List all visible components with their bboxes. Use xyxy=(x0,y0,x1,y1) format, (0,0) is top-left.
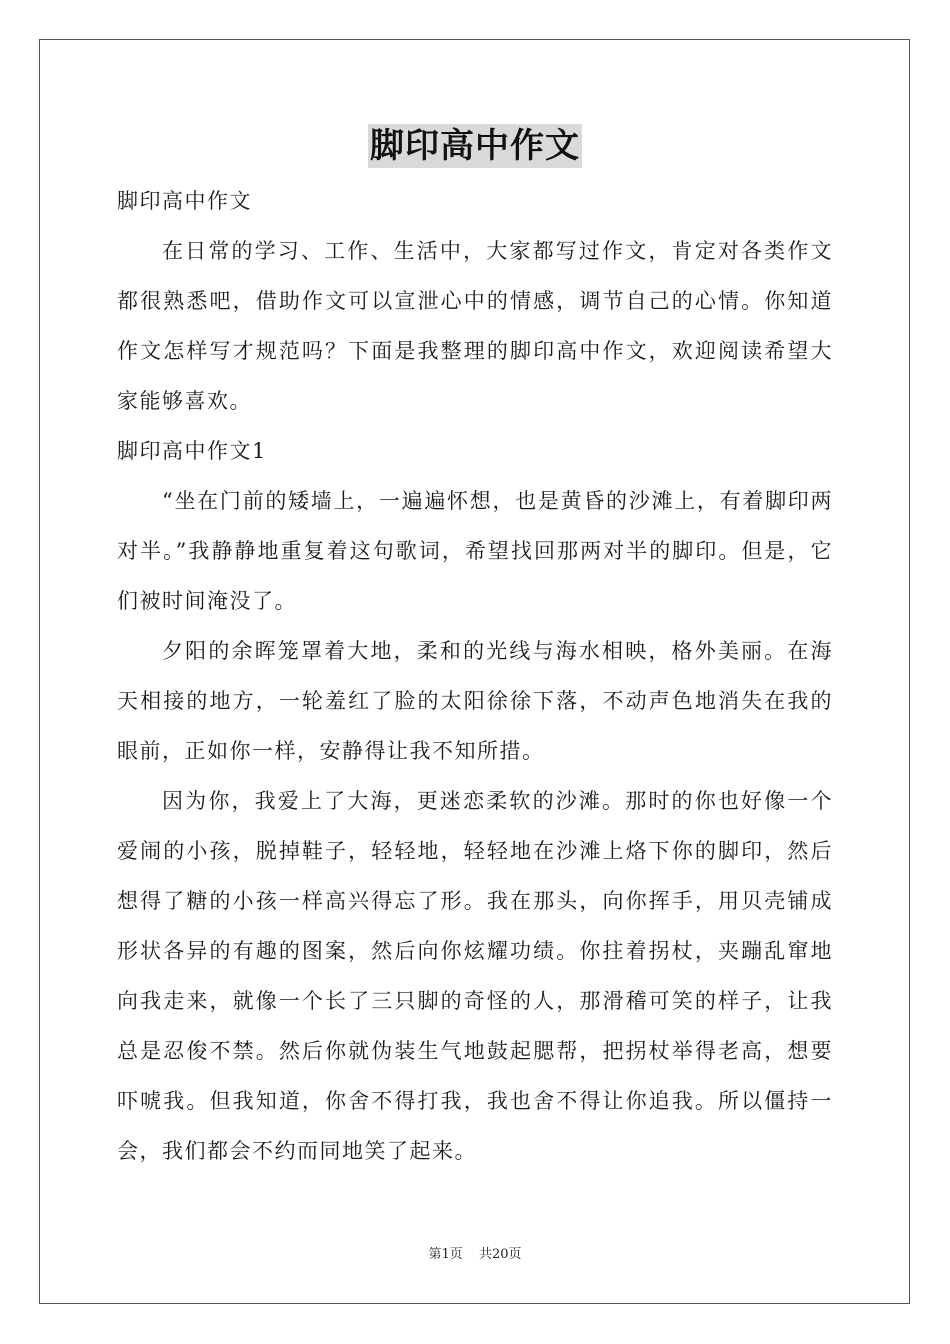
body-paragraph-lyrics: “坐在门前的矮墙上，一遍遍怀想，也是黄昏的沙滩上，有着脚印两对半。”我静静地重复着这句歌词，希望找回那两对半的脚印。但是，它们被时间淹没了。 xyxy=(117,489,833,613)
subtitle-line: 脚印高中作文 xyxy=(117,189,252,213)
body-paragraph-beach: 因为你，我爱上了大海，更迷恋柔软的沙滩。那时的你也好像一个爱闹的小孩，脱掉鞋子，轻轻地，轻轻地在沙滩上烙下你的脚印，然后想得了糖的小孩一样高兴得忘了形。我在那头，向你挥手，用贝壳铺成形状各异的有趣的图案，然后向你炫耀功绩。你拄着拐杖，夹蹦乱窜地向我走来，就像一个长了三只脚的奇怪的人，那滑稽可笑的样子，让我总是忍俊不禁。然后你就伪装生气地鼓起腮帮，把拐杖举得老高，想要吓唬我。但我知道，你舍不得打我，我也舍不得让你追我。所以僵持一会，我们都会不约而同地笑了起来。 xyxy=(117,789,833,1163)
section-heading: 脚印高中作文1 xyxy=(117,439,267,463)
page-footer xyxy=(0,1243,950,1262)
title-container xyxy=(0,124,950,168)
body-paragraph-sunset: 夕阳的余晖笼罩着大地，柔和的光线与海水相映，格外美丽。在海天相接的地方，一轮羞红了脸的太阳徐徐下落，不动声色地消失在我的眼前，正如你一样，安静得让我不知所措。 xyxy=(117,639,833,763)
document-body xyxy=(117,176,833,1176)
document-title: 脚印高中作文 xyxy=(370,126,580,166)
intro-paragraph: 在日常的学习、工作、生活中，大家都写过作文，肯定对各类作文都很熟悉吧，借助作文可以宣泄心中的情感，调节自己的心情。你知道作文怎样写才规范吗？下面是我整理的脚印高中作文，欢迎阅读希望大家能够喜欢。 xyxy=(117,239,833,413)
page-total: 共20页 xyxy=(478,1247,522,1262)
page-number: 第1页 xyxy=(428,1247,463,1262)
